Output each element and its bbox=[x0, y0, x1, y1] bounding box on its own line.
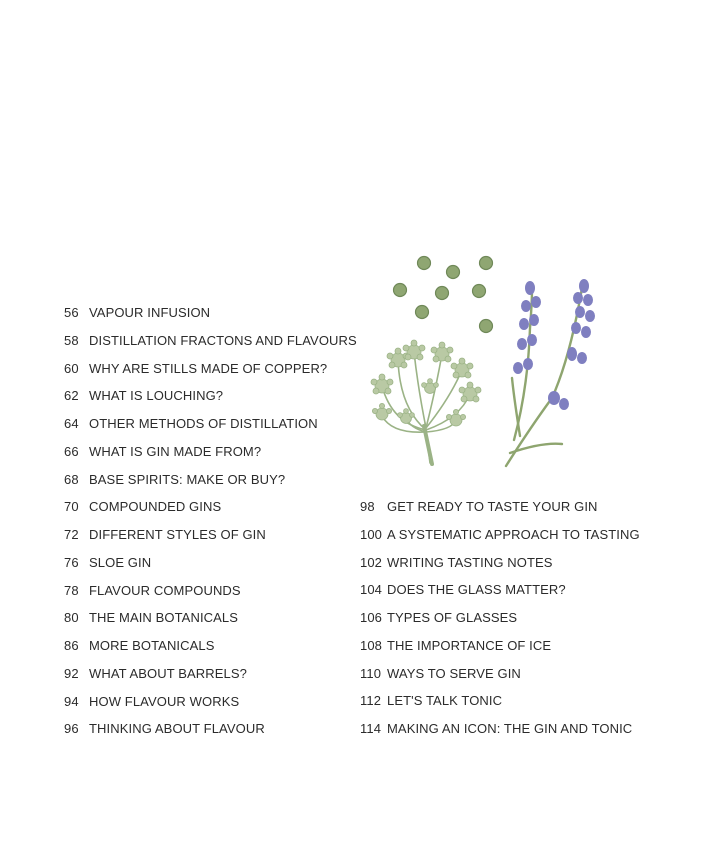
toc-title: FLAVOUR COMPOUNDS bbox=[89, 582, 241, 598]
toc-entry[interactable] bbox=[64, 719, 357, 747]
toc-title: THE MAIN BOTANICALS bbox=[89, 610, 239, 626]
toc-page-number: 108 bbox=[360, 637, 382, 653]
toc-title: DISTILLATION FRACTONS AND FLAVOURS bbox=[89, 332, 357, 348]
toc-page-number: 56 bbox=[64, 305, 79, 320]
toc-page-number: 72 bbox=[64, 527, 79, 542]
toc-entry[interactable] bbox=[64, 664, 357, 692]
botanicals-illustration bbox=[352, 248, 622, 473]
toc-title: A SYSTEMATIC APPROACH TO TASTING bbox=[387, 526, 640, 542]
toc-page-number: 98 bbox=[360, 499, 375, 514]
toc-entry[interactable] bbox=[360, 691, 640, 719]
toc-column-right bbox=[360, 497, 640, 747]
toc-page-number: 106 bbox=[360, 610, 382, 625]
toc-title: THE IMPORTANCE OF ICE bbox=[387, 637, 552, 653]
toc-entry[interactable] bbox=[360, 664, 640, 692]
toc-title: WHAT ABOUT BARRELS? bbox=[89, 665, 247, 681]
toc-page-number: 96 bbox=[64, 721, 79, 737]
toc-page-number: 110 bbox=[360, 665, 382, 681]
toc-title: DOES THE GLASS MATTER? bbox=[387, 582, 566, 598]
toc-entry[interactable] bbox=[64, 525, 357, 553]
toc-page-number: 78 bbox=[64, 582, 79, 598]
toc-page-number: 76 bbox=[64, 554, 79, 570]
juniper-berries-icon bbox=[394, 257, 493, 333]
toc-entry[interactable] bbox=[64, 636, 357, 664]
toc-entry[interactable] bbox=[64, 470, 357, 498]
toc-title: MAKING AN ICON: THE GIN AND TONIC bbox=[387, 721, 633, 736]
toc-entry[interactable] bbox=[360, 636, 640, 664]
toc-page-number: 114 bbox=[360, 721, 382, 736]
toc-entry[interactable] bbox=[64, 553, 357, 581]
toc-entry[interactable] bbox=[360, 719, 640, 747]
toc-title: COMPOUNDED GINS bbox=[89, 499, 222, 515]
toc-entry[interactable] bbox=[64, 608, 357, 636]
toc-entry[interactable] bbox=[64, 442, 357, 470]
toc-title: HOW FLAVOUR WORKS bbox=[89, 693, 240, 709]
toc-title: DIFFERENT STYLES OF GIN bbox=[89, 527, 266, 542]
toc-title: SLOE GIN bbox=[89, 554, 152, 570]
toc-page-number: 66 bbox=[64, 443, 79, 459]
toc-entry[interactable] bbox=[64, 359, 357, 387]
toc-title: WAYS TO SERVE GIN bbox=[387, 665, 521, 681]
toc-title: WRITING TASTING NOTES bbox=[387, 554, 553, 570]
toc-entry[interactable] bbox=[360, 553, 640, 581]
toc-title: VAPOUR INFUSION bbox=[89, 305, 211, 320]
toc-page-number: 102 bbox=[360, 554, 382, 570]
lavender-sprig-icon bbox=[506, 279, 595, 466]
toc-page-number: 86 bbox=[64, 638, 79, 653]
toc-page-number: 70 bbox=[64, 499, 79, 515]
toc-title: MORE BOTANICALS bbox=[89, 638, 215, 653]
toc-title: TYPES OF GLASSES bbox=[387, 610, 518, 625]
toc-entry[interactable] bbox=[64, 692, 357, 720]
toc-title: WHY ARE STILLS MADE OF COPPER? bbox=[89, 360, 328, 376]
coriander-flower-icon bbox=[371, 340, 481, 464]
toc-entry[interactable] bbox=[64, 497, 357, 525]
toc-title: WHAT IS LOUCHING? bbox=[89, 388, 224, 404]
toc-entry[interactable] bbox=[64, 414, 357, 442]
toc-entry[interactable] bbox=[64, 581, 357, 609]
toc-page-number: 100 bbox=[360, 526, 382, 542]
toc-entry[interactable] bbox=[64, 331, 357, 359]
toc-entry[interactable] bbox=[360, 497, 640, 525]
toc-title: LET'S TALK TONIC bbox=[387, 693, 503, 709]
toc-title: THINKING ABOUT FLAVOUR bbox=[89, 721, 265, 737]
toc-page-number: 60 bbox=[64, 360, 79, 376]
toc-entry[interactable] bbox=[64, 386, 357, 414]
toc-column-left bbox=[64, 303, 357, 747]
toc-page-number: 68 bbox=[64, 471, 79, 487]
toc-entry[interactable] bbox=[360, 580, 640, 608]
toc-page-number: 62 bbox=[64, 388, 79, 404]
toc-page-number: 80 bbox=[64, 610, 79, 626]
toc-entry[interactable] bbox=[360, 608, 640, 636]
toc-page-number: 112 bbox=[360, 693, 382, 709]
toc-title: WHAT IS GIN MADE FROM? bbox=[89, 443, 262, 459]
toc-page-number: 92 bbox=[64, 665, 79, 681]
toc-page-number: 94 bbox=[64, 693, 79, 709]
toc-title: BASE SPIRITS: MAKE OR BUY? bbox=[89, 471, 286, 487]
toc-entry[interactable] bbox=[360, 525, 640, 553]
toc-page-number: 58 bbox=[64, 332, 79, 348]
toc-page-number: 104 bbox=[360, 582, 382, 598]
toc-entry[interactable] bbox=[64, 303, 357, 331]
toc-title: GET READY TO TASTE YOUR GIN bbox=[387, 499, 598, 514]
toc-page-number: 64 bbox=[64, 416, 79, 431]
toc-title: OTHER METHODS OF DISTILLATION bbox=[89, 416, 318, 431]
